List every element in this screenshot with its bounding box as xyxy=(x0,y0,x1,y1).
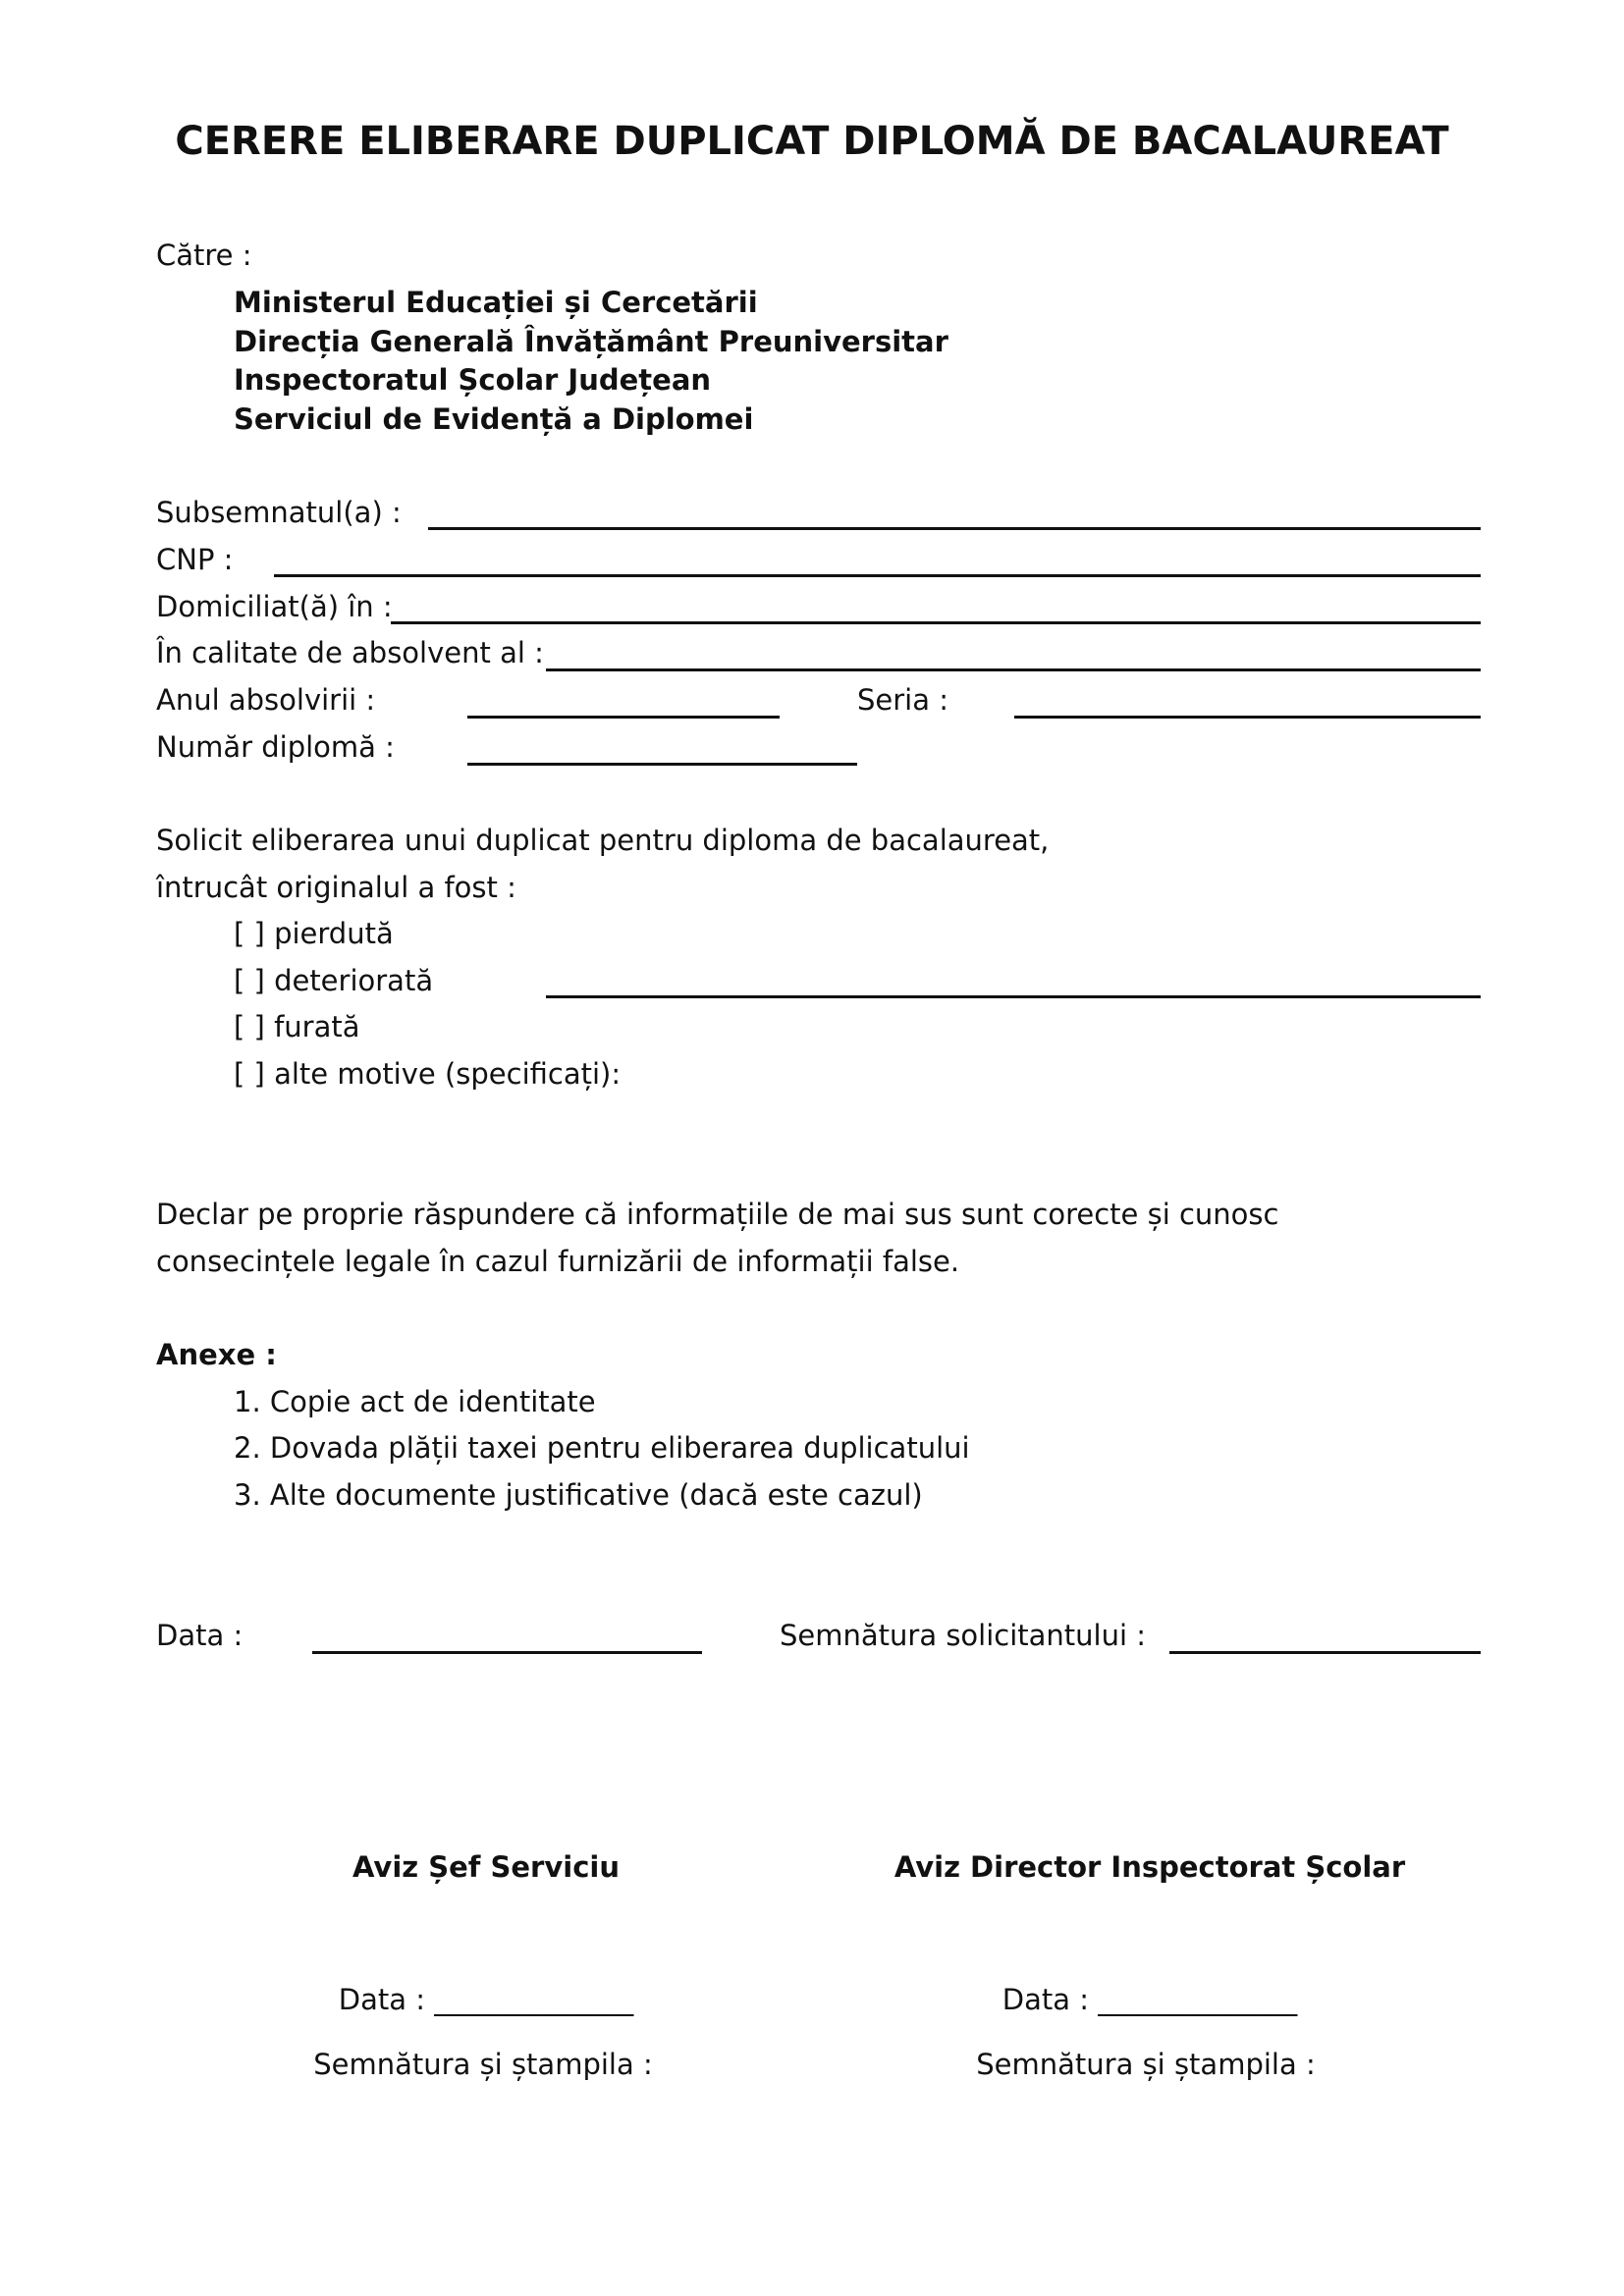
cnp-input-line[interactable] xyxy=(274,574,1481,577)
series-input-line[interactable] xyxy=(1014,716,1481,719)
date-label: Data : xyxy=(156,1619,244,1652)
other-reason-input-line[interactable] xyxy=(546,995,1481,998)
reason-option-stolen[interactable]: [ ] furată xyxy=(234,1010,360,1043)
approval-date-service-chief: Data : ______________ xyxy=(338,1983,634,2016)
annex-item-fee-proof: 2. Dovada plății taxei pentru eliberarea duplicatului xyxy=(234,1431,970,1465)
reason-option-lost[interactable]: [ ] pierdută xyxy=(234,917,394,950)
applicant-signature-line[interactable] xyxy=(1169,1651,1481,1654)
approval-heading-service-chief: Aviz Șef Serviciu xyxy=(352,1850,620,1884)
graduation-year-label: Anul absolvirii : xyxy=(156,683,376,717)
approval-heading-inspectorate-director: Aviz Director Inspectorat Școlar xyxy=(893,1850,1406,1884)
name-input-line[interactable] xyxy=(428,527,1481,530)
diploma-number-label: Număr diplomă : xyxy=(156,730,395,764)
annex-item-identity-copy: 1. Copie act de identitate xyxy=(234,1385,596,1418)
graduation-year-input-line[interactable] xyxy=(467,716,780,719)
approval-date-inspectorate-director: Data : ______________ xyxy=(1001,1983,1298,2016)
request-text-line-2: întrucât originalul a fost : xyxy=(156,871,516,904)
series-label: Seria : xyxy=(857,683,948,717)
addressee-line-directorate: Direcția Generală Învățământ Preuniversitar xyxy=(234,325,948,358)
address-label: Domiciliat(ă) în : xyxy=(156,590,393,623)
approval-signature-service-chief: Semnătura și ștampila : xyxy=(313,2048,653,2081)
date-input-line[interactable] xyxy=(312,1651,702,1654)
addressee-line-ministry: Ministerul Educației și Cercetării xyxy=(234,286,758,319)
approval-signature-inspectorate-director: Semnătura și ștampila : xyxy=(976,2048,1316,2081)
addressee-line-inspectorate: Inspectoratul Școlar Județean xyxy=(234,363,712,397)
annex-item-other-documents: 3. Alte documente justificative (dacă este cazul) xyxy=(234,1478,923,1512)
addressee-line-service: Serviciul de Evidență a Diplomei xyxy=(234,402,754,436)
declaration-line-1: Declar pe proprie răspundere că informațiile de mai sus sunt corecte și cunosc xyxy=(156,1198,1279,1231)
declaration-line-2: consecințele legale în cazul furnizării de informații false. xyxy=(156,1245,960,1278)
reason-option-damaged[interactable]: [ ] deteriorată xyxy=(234,964,434,997)
graduate-of-input-line[interactable] xyxy=(546,668,1481,671)
document-title: CERERE ELIBERARE DUPLICAT DIPLOMĂ DE BACALAUREAT xyxy=(175,119,1449,164)
diploma-number-input-line[interactable] xyxy=(467,763,857,766)
applicant-signature-label: Semnătura solicitantului : xyxy=(780,1619,1147,1652)
request-text-line-1: Solicit eliberarea unui duplicat pentru diploma de bacalaureat, xyxy=(156,824,1050,857)
addressee-label: Către : xyxy=(156,239,252,272)
annexes-heading: Anexe : xyxy=(156,1338,277,1371)
reason-option-other[interactable]: [ ] alte motive (specificați): xyxy=(234,1057,622,1091)
name-label: Subsemnatul(a) : xyxy=(156,496,402,529)
cnp-label: CNP : xyxy=(156,543,234,576)
address-input-line[interactable] xyxy=(391,621,1481,624)
graduate-of-label: În calitate de absolvent al : xyxy=(156,636,544,669)
